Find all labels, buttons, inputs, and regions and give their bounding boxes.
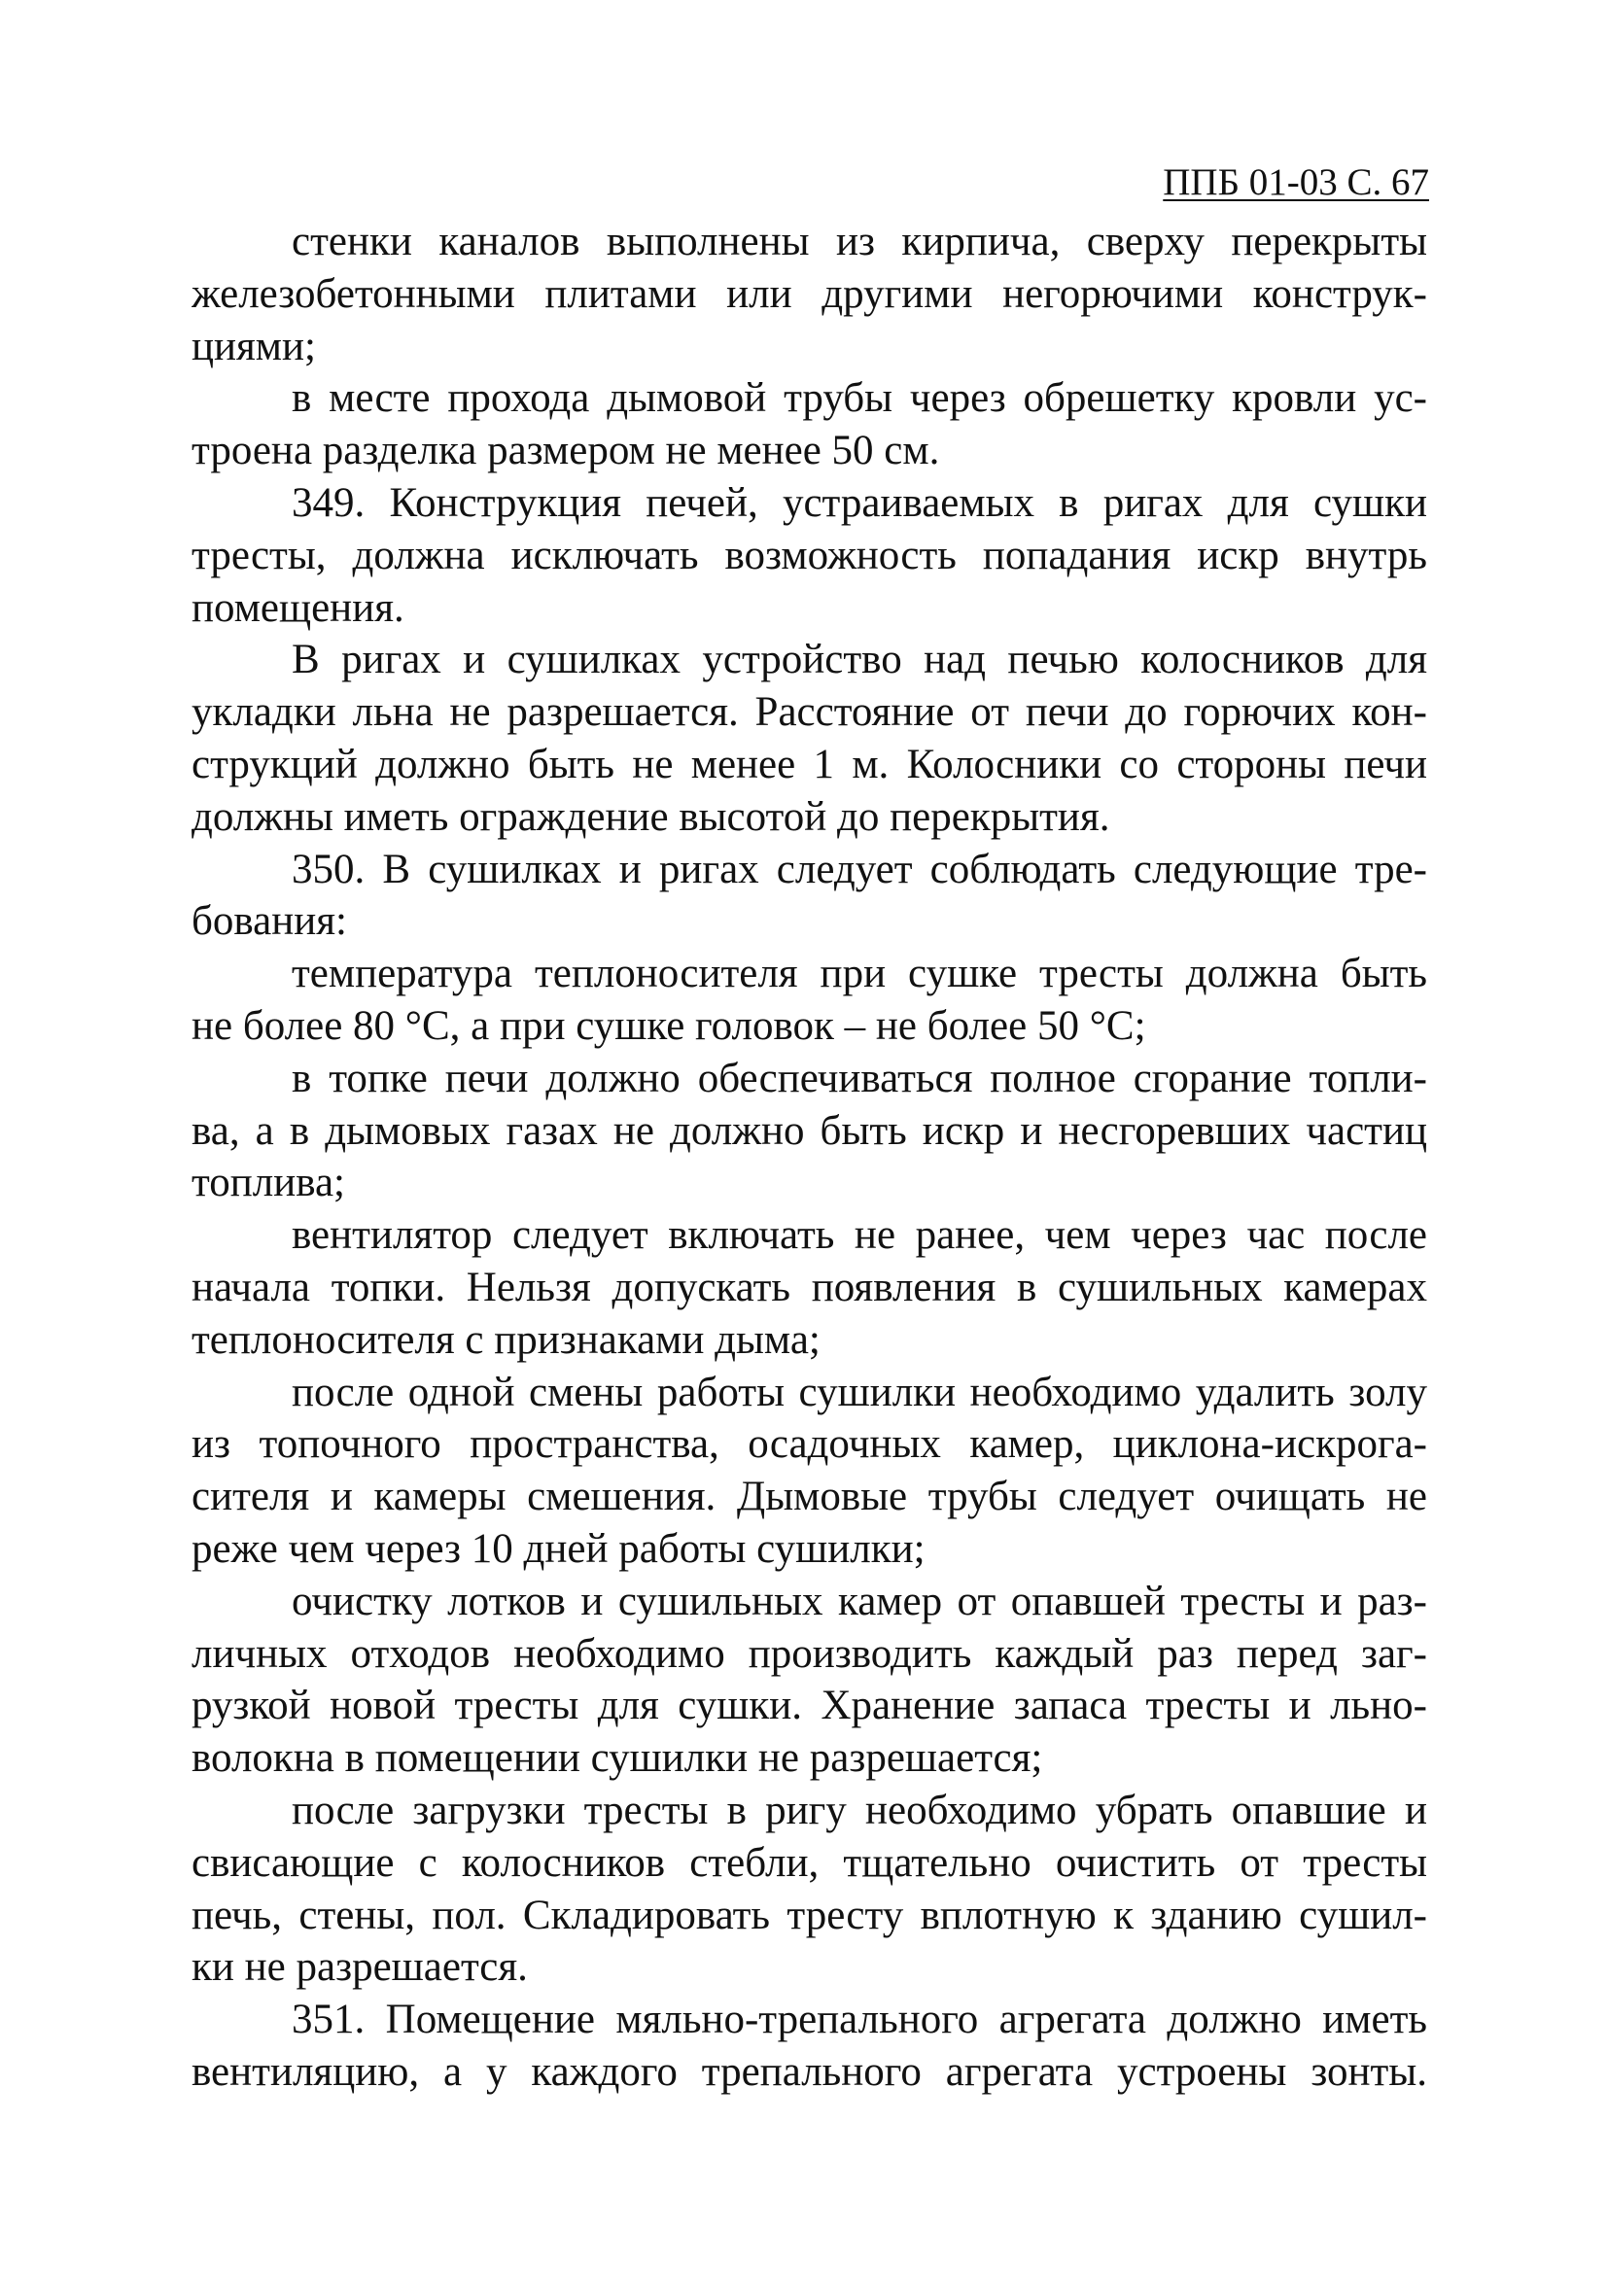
text-line: вентиляцию, а у каждого трепального агрегата устроены зонты.: [192, 2048, 1427, 2095]
text-line: стенки каналов выполнены из кирпича, сверху перекрыты: [292, 219, 1427, 264]
text-line: рузкой новой тресты для сушки. Хранение запаса тресты и льно-: [192, 1683, 1427, 1729]
text-line: В ригах и сушилках устройство над печью колосников для: [292, 637, 1427, 683]
text-line: в топке печи должно обеспечиваться полное сгорание топли-: [292, 1055, 1427, 1101]
text-line: личных отходов необходимо производить каждый раз перед заг-: [192, 1630, 1427, 1677]
text-line: волокна в помещении сушилки не разрешается;: [192, 1735, 1043, 1782]
text-line: реже чем через 10 дней работы сушилки;: [192, 1525, 926, 1572]
text-line: 351. Помещение мяльно-трепального агрегата должно иметь: [292, 1997, 1427, 2043]
text-line: струкций должно быть не менее 1 м. Колосники со стороны печи: [192, 741, 1427, 787]
text-line: ва, а в дымовых газах не должно быть искр и несгоревших частиц: [192, 1107, 1427, 1154]
text-line: теплоносителя с признаками дыма;: [192, 1316, 821, 1363]
document-body: [192, 216, 1427, 2099]
text-line: должны иметь ограждение высотой до перекрытия.: [192, 793, 1110, 840]
text-line: 349. Конструкция печей, устраиваемых в ригах для сушки: [292, 479, 1427, 526]
text-line: в месте прохода дымовой трубы через обрешетку кровли ус-: [292, 375, 1427, 422]
text-line: очистку лотков и сушильных камер от опавшей тресты и раз-: [292, 1578, 1427, 1624]
text-line: свисающие с колосников стебли, тщательно очистить от тресты: [192, 1839, 1427, 1886]
text-line: не более 80 °С, а при сушке головок – не более 50 °С;: [192, 1002, 1146, 1049]
text-line: укладки льна не разрешается. Расстояние от печи до горючих кон-: [192, 689, 1427, 736]
text-line: температура теплоносителя при сушке тресты должна быть: [292, 951, 1427, 997]
text-line: начала топки. Нельзя допускать появления в сушильных камерах: [192, 1264, 1427, 1310]
text-line: тресты, должна исключать возможность попадания искр внутрь: [192, 532, 1427, 578]
page-header: ППБ 01-03 С. 67: [1163, 161, 1429, 203]
text-line: циями;: [192, 323, 316, 369]
text-line: печь, стены, пол. Складировать тресту вплотную к зданию сушил-: [192, 1892, 1427, 1938]
text-line: троена разделка размером не менее 50 см.: [192, 428, 940, 474]
text-line: бования:: [192, 898, 347, 945]
text-line: железобетонными плитами или другими негорючими конструк-: [192, 270, 1427, 317]
text-line: после одной смены работы сушилки необходимо удалить золу: [292, 1369, 1427, 1415]
text-line: топлива;: [192, 1160, 345, 1206]
text-line: 350. В сушилках и ригах следует соблюдать следующие тре-: [292, 846, 1427, 892]
text-line: вентилятор следует включать не ранее, чем через час после: [292, 1212, 1427, 1259]
text-line: из топочного пространства, осадочных камер, циклона-искрога-: [192, 1421, 1427, 1468]
text-line: после загрузки тресты в ригу необходимо убрать опавшие и: [292, 1787, 1427, 1833]
text-line: сителя и камеры смешения. Дымовые трубы следует очищать не: [192, 1474, 1427, 1520]
text-line: помещения.: [192, 584, 404, 631]
text-line: ки не разрешается.: [192, 1944, 528, 1991]
